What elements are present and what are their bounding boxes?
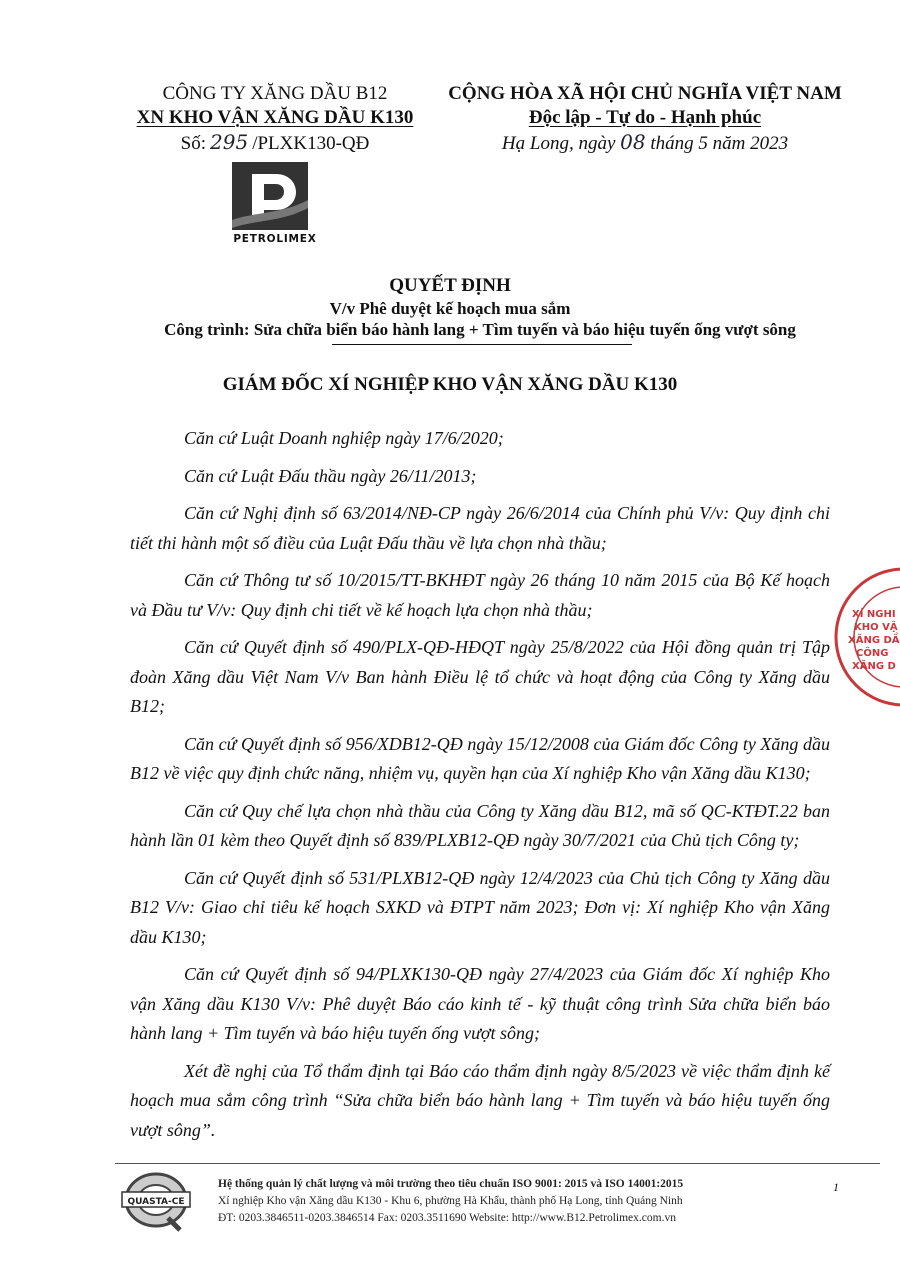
company-name: CÔNG TY XĂNG DẦU B12 (162, 83, 388, 104)
place-date: Hạ Long, ngày 08 tháng 5 năm 2023 (501, 130, 789, 154)
project-name: Công trình: Sửa chữa biển báo hành lang + Tìm tuyến và báo hiệu tuyến ống vượt sông (164, 320, 796, 339)
document-subject: V/v Phê duyệt kế hoạch mua sắm (329, 299, 571, 318)
svg-text:XÍ NGHI: XÍ NGHI (852, 609, 896, 620)
footer-contact-line: ĐT: 0203.3846511-0203.3846514 Fax: 0203.3511690 Website: http://www.B12.Petrolimex.com.vn (218, 1212, 676, 1224)
basis-paragraph: Căn cứ Quy chế lựa chọn nhà thầu của Công ty Xăng dầu B12, mã số QC-KTĐT.22 ban hành lần 01 kèm theo Quyết định số 839/PLXB12-QĐ ngày 30/7/2021 của Chủ tịch Công ty; (130, 800, 830, 850)
handwritten-day: 08 (620, 130, 646, 154)
handwritten-number: 295 (210, 130, 249, 154)
legal-basis (130, 424, 830, 1153)
issuer-block (110, 82, 440, 156)
footer-divider (115, 1163, 880, 1164)
basis-paragraph: Căn cứ Luật Doanh nghiệp ngày 17/6/2020; (184, 428, 504, 448)
basis-paragraph: Căn cứ Quyết định số 956/XDB12-QĐ ngày 15/12/2008 của Giám đốc Công ty Xăng dầu B12 về việc quy định chức năng, nhiệm vụ, quyền hạn của Xí nghiệp Kho vận Xăng dầu K130; (130, 733, 830, 783)
basis-paragraph: Căn cứ Quyết định số 531/PLXB12-QĐ ngày 12/4/2023 của Chủ tịch Công ty Xăng dầu B12 V/v: Giao chỉ tiêu kế hoạch SXKD và ĐTPT năm 2023; Đơn vị: Xí nghiệp Kho vận Xăng dầu K130; (130, 867, 830, 947)
basis-paragraph: Căn cứ Thông tư số 10/2015/TT-BKHĐT ngày 26 tháng 10 năm 2015 của Bộ Kế hoạch và Đầu tư V/v: Quy định chi tiết về kế hoạch lựa chọn nhà thầu; (130, 570, 830, 620)
svg-text:QUASTA-CE: QUASTA-CE (127, 1197, 185, 1207)
footer-info (218, 1176, 818, 1227)
company-seal (826, 562, 900, 712)
unit-name: XN KHO VẬN XĂNG DẦU K130 (136, 107, 414, 128)
basis-paragraph: Căn cứ Quyết định số 490/PLX-QĐ-HĐQT ngày 25/8/2022 của Hội đồng quản trị Tập đoàn Xăng dầu Việt Nam V/v Ban hành Điều lệ tổ chức và hoạt động của Công ty Xăng dầu B12; (130, 637, 830, 716)
page-number: 1 (833, 1180, 839, 1194)
basis-paragraph: Căn cứ Luật Đấu thầu ngày 26/11/2013; (184, 465, 477, 486)
document-title: QUYẾT ĐỊNH (389, 275, 511, 296)
petrolimex-logo (228, 160, 318, 232)
logo-text: PETROLIMEX (233, 233, 317, 245)
title-underline (332, 344, 632, 345)
motto: Độc lập - Tự do - Hạnh phúc (528, 107, 762, 128)
issuer-title: GIÁM ĐỐC XÍ NGHIỆP KHO VẬN XĂNG DẦU K130 (222, 374, 678, 395)
footer-iso-line: Hệ thống quản lý chất lượng và môi trường theo tiêu chuẩn ISO 9001: 2015 và ISO 14001:2015 (218, 1178, 684, 1190)
country-name: CỘNG HÒA XÃ HỘI CHỦ NGHĨA VIỆT NAM (448, 83, 842, 104)
footer-address-line: Xí nghiệp Kho vận Xăng dầu K130 - Khu 6, phường Hà Khẩu, thành phố Hạ Long, tỉnh Quảng Ninh (218, 1195, 683, 1207)
national-header (420, 82, 870, 156)
svg-text:XĂNG DẦ: XĂNG DẦ (848, 635, 900, 646)
svg-text:XĂNG D: XĂNG D (852, 661, 896, 672)
basis-paragraph: Căn cứ Quyết định số 94/PLXK130-QĐ ngày 27/4/2023 của Giám đốc Xí nghiệp Kho vận Xăng dầu K130 V/v: Phê duyệt Báo cáo kinh tế - kỹ thuật công trình Sửa chữa biển báo hành lang + Tìm tuyến và báo hiệu tuyến ống vượt sông; (130, 964, 830, 1043)
basis-paragraph: Căn cứ Nghị định số 63/2014/NĐ-CP ngày 26/6/2014 của Chính phủ V/v: Quy định chi tiết thi hành một số điều của Luật Đấu thầu về lựa chọn nhà thầu; (130, 503, 830, 553)
document-number: Số: 295 /PLXK130-QĐ (180, 130, 370, 154)
quasta-ce-logo (120, 1170, 192, 1232)
svg-text:CÔNG: CÔNG (856, 648, 889, 659)
basis-paragraph: Xét đề nghị của Tổ thẩm định tại Báo cáo thẩm định ngày 8/5/2023 về việc thẩm định kế hoạch mua sắm công trình “Sửa chữa biển báo hành lang + Tìm tuyến và báo hiệu tuyến ống vượt sông”. (130, 1060, 830, 1140)
svg-text:KHO VẬ: KHO VẬ (854, 622, 898, 633)
